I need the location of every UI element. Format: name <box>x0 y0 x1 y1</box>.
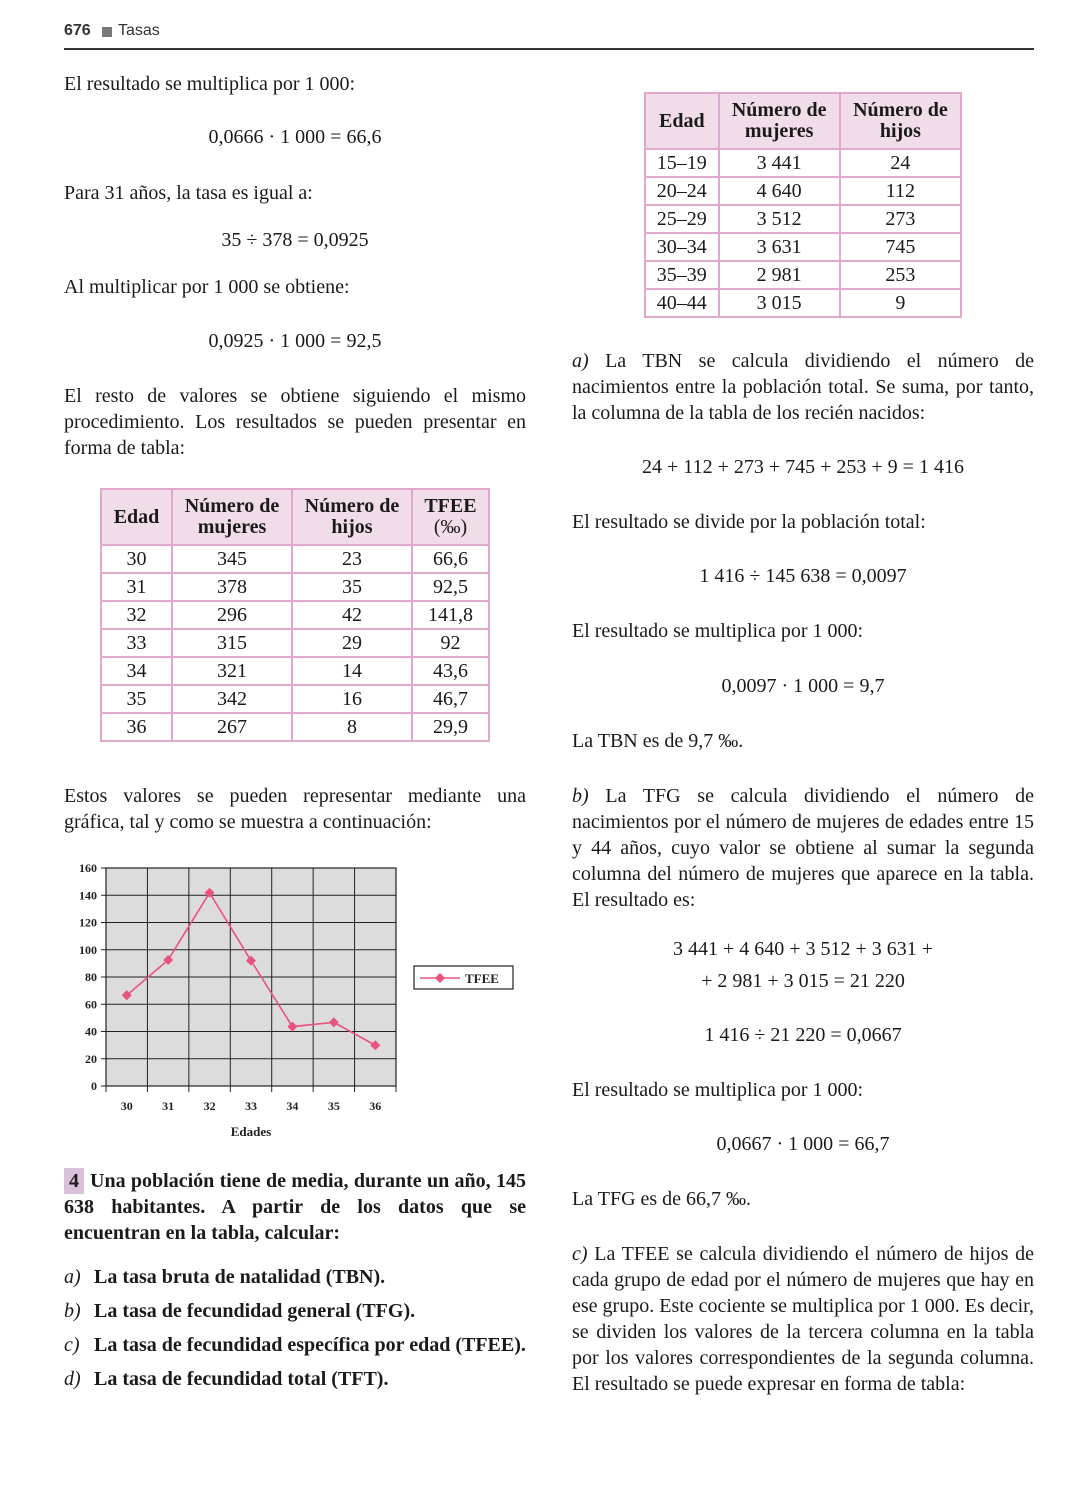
page-number: 676 <box>64 22 91 39</box>
equation-1: 0,0666 · 1 000 = 66,6 <box>208 126 382 148</box>
table-row <box>101 545 489 573</box>
table-cell: 24 <box>840 149 961 177</box>
table-cell: 66,6 <box>412 545 489 573</box>
table-cell: 34 <box>101 657 172 685</box>
section-title: Tasas <box>118 22 160 39</box>
table-cell: 30–34 <box>645 233 719 261</box>
table-cell: 4 640 <box>719 177 840 205</box>
x-tick-label: 32 <box>203 1099 216 1113</box>
equation-a1: 24 + 112 + 273 + 745 + 253 + 9 = 1 416 <box>642 456 964 478</box>
table-cell: 342 <box>172 685 292 713</box>
tfee-line-chart <box>60 856 530 1142</box>
table-cell: 20–24 <box>645 177 719 205</box>
table-cell: 32 <box>101 601 172 629</box>
table-cell: 15–19 <box>645 149 719 177</box>
table-cell: 46,7 <box>412 685 489 713</box>
exercise-statement <box>64 1168 526 1246</box>
left-paragraph-5: Estos valores se pueden representar mediante una gráfica, tal y como se muestra a continuación: <box>64 785 526 833</box>
table-cell: 30 <box>101 545 172 573</box>
table-cell: 33 <box>101 629 172 657</box>
page-header <box>64 22 1034 50</box>
table-cell: 273 <box>840 205 961 233</box>
table-row <box>645 149 961 177</box>
tfee-header-label: TFEE <box>424 495 477 517</box>
table-row <box>101 685 489 713</box>
tfee-header-edad: Edad <box>101 489 172 545</box>
answer-a: a) La TBN se calcula dividiendo el número de nacimientos entre la población total. Se suma, por tanto, la columna de la tabla de los recién nacidos: <box>572 350 1034 424</box>
equation-b3: 1 416 ÷ 21 220 = 0,0667 <box>704 1024 902 1046</box>
table-row <box>645 177 961 205</box>
x-tick-label: 34 <box>286 1099 299 1113</box>
table-cell: 745 <box>840 233 961 261</box>
y-tick-label: 20 <box>85 1051 97 1066</box>
table-cell: 35 <box>292 573 412 601</box>
table-cell: 378 <box>172 573 292 601</box>
exercise-text: Una población tiene de media, durante un año, 145 638 habitantes. A partir de los datos que se encuentran en la tabla, calcular: <box>64 1170 526 1244</box>
table-row <box>101 657 489 685</box>
table-cell: 29 <box>292 629 412 657</box>
equation-2: 35 ÷ 378 = 0,0925 <box>221 229 369 251</box>
tfee-table <box>100 488 490 742</box>
tfee-header-tfee <box>412 489 489 545</box>
table-cell: 253 <box>840 261 961 289</box>
right-paragraph-multiply-1: El resultado se multiplica por 1 000: <box>572 620 864 642</box>
exercise-item: a) La tasa bruta de natalidad (TBN). <box>64 1266 386 1288</box>
right-paragraph-divide: El resultado se divide por la población total: <box>572 511 926 533</box>
pop-header-hijos: Número de hijos <box>840 93 961 149</box>
table-cell: 3 631 <box>719 233 840 261</box>
table-cell: 321 <box>172 657 292 685</box>
x-tick-label: 36 <box>369 1099 382 1113</box>
table-row <box>101 573 489 601</box>
table-cell: 296 <box>172 601 292 629</box>
table-cell: 36 <box>101 713 172 741</box>
table-cell: 112 <box>840 177 961 205</box>
table-row <box>645 261 961 289</box>
equation-b2: + 2 981 + 3 015 = 21 220 <box>701 970 905 992</box>
header-square-icon <box>102 27 112 37</box>
x-tick-label: 35 <box>327 1099 340 1113</box>
y-tick-label: 80 <box>85 970 97 984</box>
table-row <box>101 601 489 629</box>
exercise-item: c) La tasa de fecundidad específica por edad (TFEE). <box>64 1334 526 1356</box>
left-paragraph-1: El resultado se multiplica por 1 000: <box>64 73 356 95</box>
exercise-number: 4 <box>64 1168 84 1194</box>
y-tick-label: 40 <box>85 1024 97 1039</box>
table-cell: 43,6 <box>412 657 489 685</box>
table-row <box>101 713 489 741</box>
table-cell: 29,9 <box>412 713 489 741</box>
table-row <box>101 629 489 657</box>
x-axis-label: Edades <box>230 1124 272 1139</box>
equation-b1: 3 441 + 4 640 + 3 512 + 3 631 + <box>672 938 934 960</box>
x-tick-label: 31 <box>162 1099 175 1113</box>
table-row <box>645 205 961 233</box>
equation-3: 0,0925 · 1 000 = 92,5 <box>208 330 382 352</box>
table-cell: 25–29 <box>645 205 719 233</box>
table-cell: 2 981 <box>719 261 840 289</box>
answer-c: c) La TFEE se calcula dividiendo el número de hijos de cada grupo de edad por el número de mujeres que hay en ese grupo. Este cociente se multiplica por 1 000. Es decir, se dividen los valores de la tercera columna en la tabla por los valores correspondientes de la segunda columna. El resultado se puede expresar en forma de tabla: <box>572 1243 1035 1395</box>
table-cell: 42 <box>292 601 412 629</box>
table-cell: 3 441 <box>719 149 840 177</box>
table-cell: 92 <box>412 629 489 657</box>
y-tick-label: 100 <box>79 942 97 957</box>
pop-header-edad: Edad <box>645 93 719 149</box>
right-paragraph-tfg: La TFG es de 66,7 ‰. <box>572 1188 752 1210</box>
exercise-items <box>64 1264 526 1400</box>
table-cell: 141,8 <box>412 601 489 629</box>
table-cell: 92,5 <box>412 573 489 601</box>
pop-header-mujeres: Número de mujeres <box>719 93 840 149</box>
table-cell: 16 <box>292 685 412 713</box>
y-tick-label: 140 <box>79 888 97 903</box>
equation-a3: 0,0097 · 1 000 = 9,7 <box>721 675 885 697</box>
right-paragraph-multiply-2: El resultado se multiplica por 1 000: <box>572 1079 864 1101</box>
table-cell: 8 <box>292 713 412 741</box>
y-tick-label: 160 <box>79 861 97 875</box>
x-tick-label: 30 <box>120 1099 133 1113</box>
equation-b4: 0,0667 · 1 000 = 66,7 <box>716 1133 890 1155</box>
equation-a2: 1 416 ÷ 145 638 = 0,0097 <box>699 565 907 587</box>
exercise-item: b) La tasa de fecundidad general (TFG). <box>64 1300 416 1322</box>
y-tick-label: 60 <box>85 997 97 1012</box>
tfee-header-hijos: Número de hijos <box>292 489 412 545</box>
table-cell: 31 <box>101 573 172 601</box>
tfee-header-mujeres: Número de mujeres <box>172 489 292 545</box>
population-table <box>644 92 962 318</box>
exercise-item: d) La tasa de fecundidad total (TFT). <box>64 1368 389 1390</box>
left-paragraph-3: Al multiplicar por 1 000 se obtiene: <box>64 276 350 298</box>
table-cell: 40–44 <box>645 289 719 317</box>
table-cell: 14 <box>292 657 412 685</box>
y-tick-label: 120 <box>79 915 97 930</box>
left-paragraph-2: Para 31 años, la tasa es igual a: <box>64 182 313 204</box>
answer-b: b) La TFG se calcula dividiendo el número de nacimientos por el número de mujeres de edades entre 15 y 44 años, cuyo valor se obtiene al sumar la segunda columna del número de mujeres que aparece en la tabla. El resultado es: <box>572 785 1035 911</box>
table-row <box>645 233 961 261</box>
legend-label: TFEE <box>465 971 499 986</box>
table-cell: 315 <box>172 629 292 657</box>
table-cell: 35 <box>101 685 172 713</box>
table-cell: 267 <box>172 713 292 741</box>
left-paragraph-4: El resto de valores se obtiene siguiendo el mismo procedimiento. Los resultados se pueden presentar en forma de tabla: <box>64 385 526 459</box>
table-cell: 3 512 <box>719 205 840 233</box>
tfee-header-unit: (‰) <box>433 516 468 538</box>
table-row <box>645 289 961 317</box>
table-cell: 23 <box>292 545 412 573</box>
table-cell: 9 <box>840 289 961 317</box>
table-cell: 35–39 <box>645 261 719 289</box>
y-tick-label: 0 <box>91 1079 97 1093</box>
x-tick-label: 33 <box>245 1099 257 1113</box>
table-cell: 345 <box>172 545 292 573</box>
right-paragraph-tbn: La TBN es de 9,7 ‰. <box>572 730 744 752</box>
table-cell: 3 015 <box>719 289 840 317</box>
